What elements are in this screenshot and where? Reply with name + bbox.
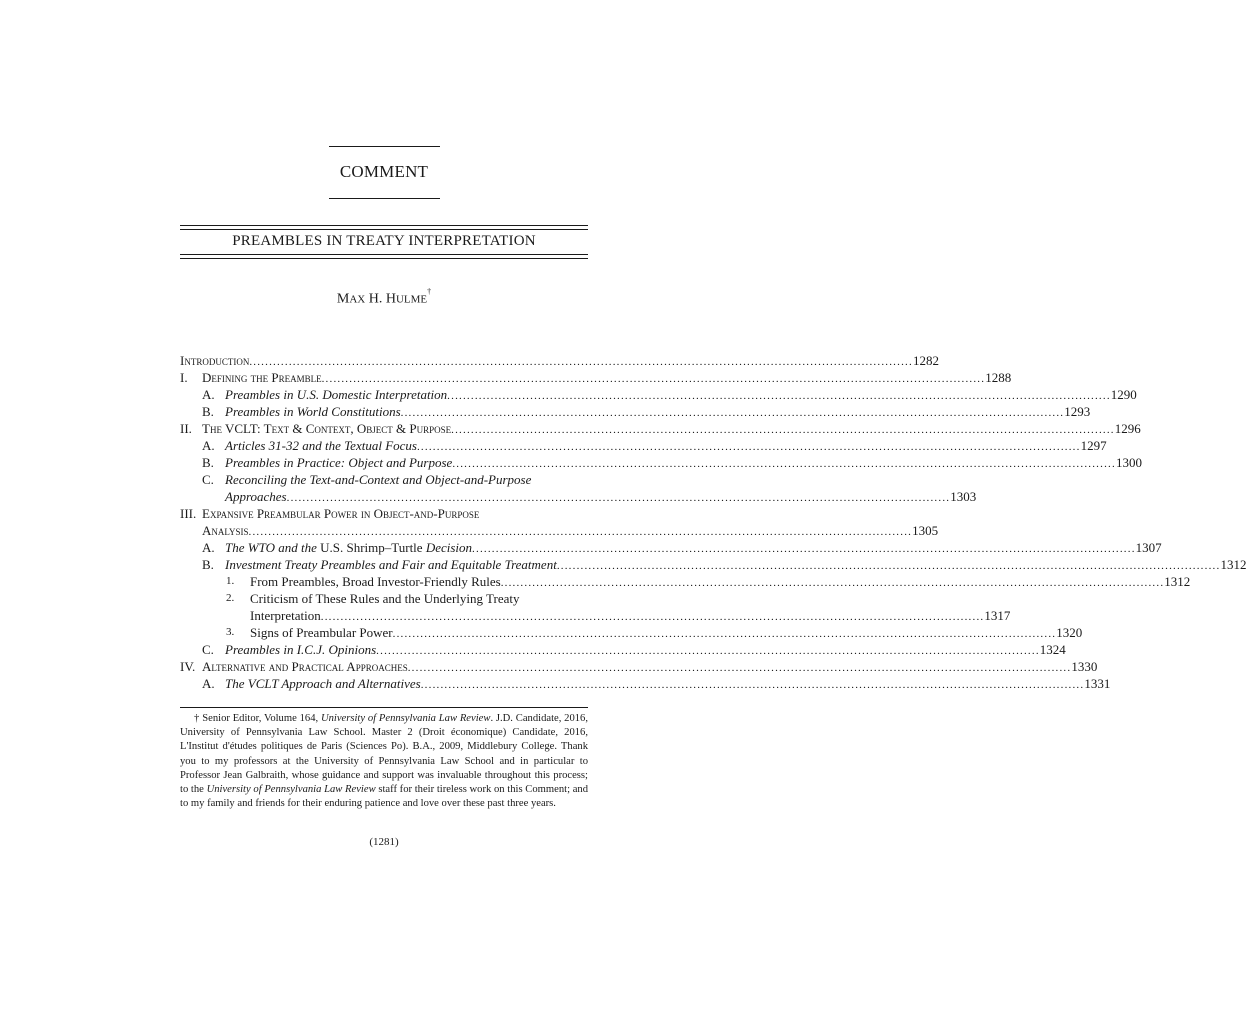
title-bottom-rule-2 [180, 258, 588, 259]
toc-entry-text: Preambles in U.S. Domestic Interpretation [225, 387, 448, 402]
toc-entry-text: From Preambles, Broad Investor-Friendly Rules [250, 574, 501, 589]
toc-number: A. [202, 540, 215, 555]
section-heading: COMMENT [339, 162, 429, 181]
toc-number: A. [202, 438, 215, 453]
toc-row-part-3c[interactable] [180, 641, 1066, 658]
footnote-separator [180, 707, 588, 708]
page-number: (1281) [369, 836, 399, 848]
toc-entry-text: Criticism of These Rules and the Underlying Treaty [250, 591, 520, 606]
footnote-mark: † [194, 713, 200, 724]
toc-page-number: 1303 [950, 489, 977, 504]
toc-number: II. [180, 421, 192, 436]
toc-row-part-3b2[interactable] [180, 590, 588, 607]
toc-entry-text: Reconciling the Text-and-Context and Object-and-Purpose [225, 472, 532, 487]
toc-row-part-4a[interactable] [180, 675, 1111, 692]
toc-page-number: 1317 [984, 608, 1011, 623]
title-top-rule-1 [180, 225, 588, 226]
toc-page-number: 1331 [1084, 676, 1111, 691]
footnote-journal-name: University of Pennsylvania Law Review [320, 713, 491, 724]
title-bottom-rule-1 [180, 254, 588, 255]
toc-entry-text: Signs of Preambular Power [250, 625, 393, 640]
author-footnote-mark[interactable]: † [427, 287, 432, 296]
toc-page-number: 1320 [1056, 625, 1083, 640]
author-first-initial: M [336, 291, 350, 307]
toc-number: A. [202, 676, 215, 691]
toc-entry-text: Preambles in Practice: Object and Purpose [225, 455, 453, 470]
toc-entry-text: Preambles in World Constitutions [225, 404, 401, 419]
toc-page-number: 1305 [912, 523, 939, 538]
toc-page-number: 1324 [1039, 642, 1066, 657]
footnote-journal-name: University of Pennsylvania Law Review [206, 784, 376, 796]
footnote-text: staff for their tireless work on this Comment; and to my family and friends for their enduring patience and love over these past three years. [180, 784, 588, 810]
author-name [0, 287, 768, 308]
toc-page-number: 1288 [985, 370, 1012, 385]
toc-row-part-3b1[interactable] [180, 573, 1191, 590]
toc-row-part-3-cont[interactable] [180, 522, 939, 539]
toc-row-part-2b[interactable] [180, 454, 1142, 471]
toc-entry-text: Approaches [225, 489, 287, 504]
toc-number: B. [202, 455, 214, 470]
toc-page-number: 1297 [1080, 438, 1107, 453]
title-top-rule-2 [180, 229, 588, 230]
toc-page-number: 1330 [1071, 659, 1098, 674]
toc-row-part-2a[interactable] [180, 437, 1107, 454]
toc-row-introduction[interactable] [180, 352, 939, 369]
toc-number: III. [180, 506, 197, 521]
toc-entry-text: Introduction [180, 353, 250, 368]
toc-entry-text: Interpretation [250, 608, 321, 623]
toc-page-number: 1290 [1110, 387, 1137, 402]
toc-row-part-2c[interactable] [180, 471, 588, 488]
toc-number: IV. [180, 659, 196, 674]
toc-entry-text-italic: Decision [425, 540, 473, 555]
toc-row-part-1[interactable] [180, 369, 1012, 386]
toc-page-number: 1312 [1164, 574, 1191, 589]
toc-entry-text: Alternative and Practical Approaches [202, 659, 408, 674]
author-first-rest: AX [349, 293, 366, 306]
author-last-initial: H [385, 291, 396, 307]
toc-entry-text: Investment Treaty Preambles and Fair and Equitable Treatment [225, 557, 557, 572]
toc-number: 1. [226, 575, 235, 587]
footnote [180, 712, 588, 811]
toc-page-number: 1296 [1114, 421, 1141, 436]
toc-page-number: 1282 [912, 353, 939, 368]
toc-row-part-3b3[interactable] [180, 624, 1083, 641]
toc-leader [421, 677, 1085, 694]
toc-row-part-3b[interactable] [180, 556, 1246, 573]
table-of-contents [180, 352, 1246, 692]
footnote-text: Senior Editor, Volume 164, [199, 713, 321, 724]
toc-row-part-1b[interactable] [180, 403, 1091, 420]
article-title: PREAMBLES IN TREATY INTERPRETATION [232, 233, 536, 249]
toc-page-number: 1312 [1220, 557, 1246, 572]
toc-number: 3. [226, 626, 235, 638]
toc-row-part-4[interactable] [180, 658, 1098, 675]
toc-page-number: 1293 [1064, 404, 1091, 419]
toc-number: C. [202, 642, 214, 657]
toc-row-part-2c-cont[interactable] [180, 488, 977, 505]
toc-row-part-3b2-cont[interactable] [180, 607, 1011, 624]
toc-entry-text: Defining the Preamble [202, 370, 322, 385]
toc-entry-text: Analysis [202, 523, 249, 538]
toc-row-part-1a[interactable] [180, 386, 1137, 403]
toc-page-number: 1307 [1135, 540, 1162, 555]
toc-number: A. [202, 387, 215, 402]
toc-entry-text: The VCLT: Text & Context, Object & Purpose [202, 421, 452, 436]
toc-page-number: 1300 [1115, 455, 1142, 470]
author-last-rest: ULME [395, 293, 428, 306]
toc-entry-text: The VCLT Approach and Alternatives [225, 676, 421, 691]
toc-number: 2. [226, 592, 235, 604]
toc-row-part-3a[interactable] [180, 539, 1162, 556]
author-middle: H. [368, 291, 383, 307]
toc-number: C. [202, 472, 214, 487]
toc-entry-text: Articles 31-32 and the Textual Focus [225, 438, 417, 453]
comment-top-rule [329, 146, 440, 147]
toc-number: I. [180, 370, 188, 385]
comment-bottom-rule [329, 198, 440, 199]
toc-entry-text-roman: U.S. Shrimp–Turtle [316, 540, 426, 555]
toc-row-part-3[interactable] [180, 505, 588, 522]
toc-leader [501, 575, 1165, 592]
footnote-text: . J.D. Candidate, 2016, University of Pennsylvania Law School. Master 2 (Droit économique) Candidate, 2016, L'Institut d'études politiques de Paris (Sciences Po). B.A., 2009, Middlebury College. Thank you to my professors at the University of Pennsylvania Law School and in particular to Professor Jean Galbraith, whose guidance and support was invaluable throughout this process; to the [180, 713, 588, 796]
toc-entry-text: Expansive Preambular Power in Object-and-Purpose [202, 506, 480, 521]
toc-leader [557, 558, 1221, 575]
toc-entry-text-italic: The WTO and the [225, 540, 317, 555]
toc-row-part-2[interactable] [180, 420, 1141, 437]
toc-entry-text: Preambles in I.C.J. Opinions [225, 642, 377, 657]
toc-number: B. [202, 557, 214, 572]
toc-number: B. [202, 404, 214, 419]
